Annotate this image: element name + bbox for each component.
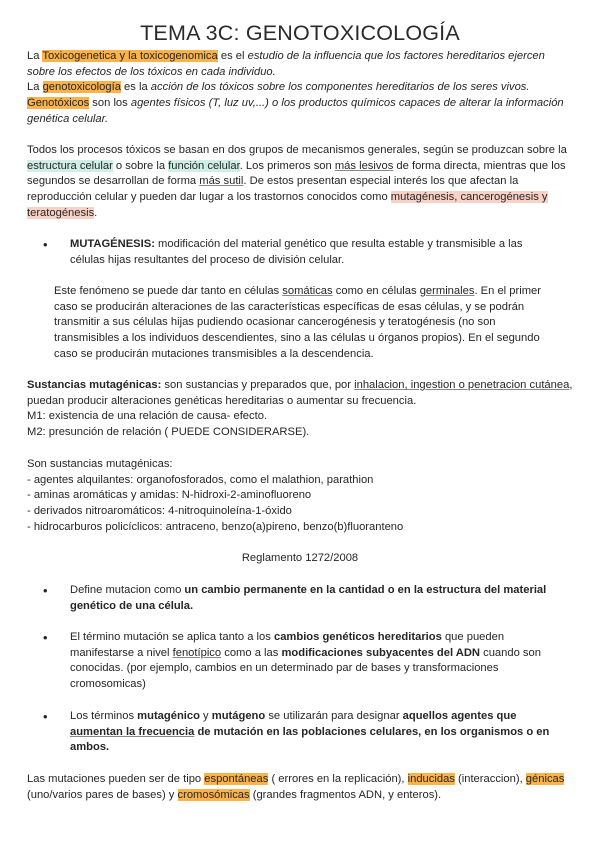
list-item: - hidrocarburos policíclicos: antraceno, benzo(a)pireno, benzo(b)fluoranteno <box>27 520 404 533</box>
highlight-genotoxicologia: genotoxicología <box>42 81 121 94</box>
highlight-genotoxicos: Genotóxicos <box>27 97 90 110</box>
highlight-mutagenesis-terms: mutagénesis, cancerogénesis y teratogénesis <box>27 191 548 219</box>
mutation-types-paragraph: Las mutaciones pueden ser de tipo espontáneas ( errores en la replicación), inducidas (interaccion), génicas (uno/varios pares de bases) y cromosómicas (grandes fragmentos ADN, y enteros). <box>27 773 565 801</box>
list-item: - agentes alquilantes: organofosforados, como el malathion, parathion <box>27 473 374 486</box>
substances-section: Sustancias mutagénicas: son sustancias y preparados que, por inhalacion, ingestion o penetracion cutánea, puedan producir alteraciones genéticas hereditarias o aumentar su frecuencia. M1: existencia de una relación de causa- efecto. M2: presunción de relación ( PUEDE CONSIDERARSE). <box>27 379 573 439</box>
mutagenesis-paragraph: Este fenómeno se puede dar tanto en células somáticas como en células germinales. En el primer caso se producirán alteraciones de las características específicas de esas células, y se podrán transmitir a sus células hijas pudiendo ocasionar cancerogénesis y teratogénesis (no son transmisibles a los individuos descendientes, sino a las células u órganos propios). En el segundo caso se producirán mutaciones transmisibles a la descendencia. <box>54 285 541 360</box>
highlight-inducidas: inducidas <box>407 773 455 785</box>
list-item: - derivados nitroaromáticos: 4-nitroquinoleína-1-óxido <box>27 505 292 518</box>
highlight-funcion-celular: función celular <box>168 159 240 172</box>
list-item: - aminas aromáticas y amidas: N-hidroxi-2-aminofluoreno <box>27 489 312 502</box>
intro-section <box>27 49 575 128</box>
bullet-mutagenico: • Los términos mutagénico y mutágeno se utilizarán para designar aquellos agentes que aumentan la frecuencia de mutación en las poblaciones celulares, en los organismos o en ambos. <box>43 709 550 754</box>
bullet-define-mutacion: • Define mutacion como un cambio permanente en la cantidad o en la estructura del material genético de una célula. <box>43 583 547 612</box>
bullet-dot: • <box>43 237 48 252</box>
bullet-termino-mutacion: • El término mutación se aplica tanto a los cambios genéticos hereditarios que pueden manifestarse a nivel fenotípico como a las modificaciones subyacentes del ADN cuando son conocidas. (por ejemplo, cambios en un determinado par de bases y transformaciones cromosomicas) <box>43 630 541 691</box>
highlight-estructura-celular: estructura celular <box>27 159 113 172</box>
page-title: TEMA 3C: GENOTOXICOLOGÍA <box>140 21 460 45</box>
highlight-cromosomicas: cromosómicas <box>177 788 250 801</box>
highlight-toxicogenetica: Toxicogenetica y la toxicogenomica <box>42 50 218 62</box>
bullet-dot: • <box>43 583 48 598</box>
bullet-dot: • <box>43 709 48 724</box>
bullet-mutagenesis: • MUTAGÉNESIS: modificación del material genético que resulta estable y transmisible a las células hijas resultantes del proceso de división celular. <box>43 237 523 266</box>
mutagenic-list: Son sustancias mutagénicas: - agentes alquilantes: organofosforados, como el malathion, parathion - aminas aromáticas y amidas: N-hidroxi-2-aminofluoreno - derivados nitroaromáticos: 4-nitroquinoleína-1-óxido - hidrocarburos policíclicos: antraceno, benzo(a)pireno, benzo(b)fluoranteno <box>27 457 575 536</box>
highlight-genicas: génicas <box>525 773 565 785</box>
regulation-title: Reglamento 1272/2008 <box>241 552 359 564</box>
mechanisms-paragraph: Todos los procesos tóxicos se basan en dos grupos de mecanismos generales, según se produzcan sobre la estructura celular o sobre la función celular. Los primeros son más lesivos de forma directa, mientras que los segundos se desarrollan de forma más sutil. De estos presentan especial interés los que afectan la reproducción celular y pueden dar lugar a los trastornos conocidos como mutagénesis, cancerogénesis y teratogénesis. <box>27 144 567 219</box>
bullet-dot: • <box>43 630 48 645</box>
intro-toxicogenetica: La Toxicogenetica y la toxicogenomica es el estudio de la influencia que los factores hereditarios ejercen sobre los efectos de los tóxicos en cada individuo. <box>27 50 545 78</box>
highlight-espontaneas: espontáneas <box>204 773 269 785</box>
intro-genotoxicos: Genotóxicos son los agentes físicos (T, luz uv,...) o los productos químicos capaces de alterar la información genética celular. <box>27 97 564 125</box>
intro-genotoxicologia: La genotoxicología es la acción de los tóxicos sobre los componentes hereditarios de los seres vivos. <box>27 81 530 94</box>
